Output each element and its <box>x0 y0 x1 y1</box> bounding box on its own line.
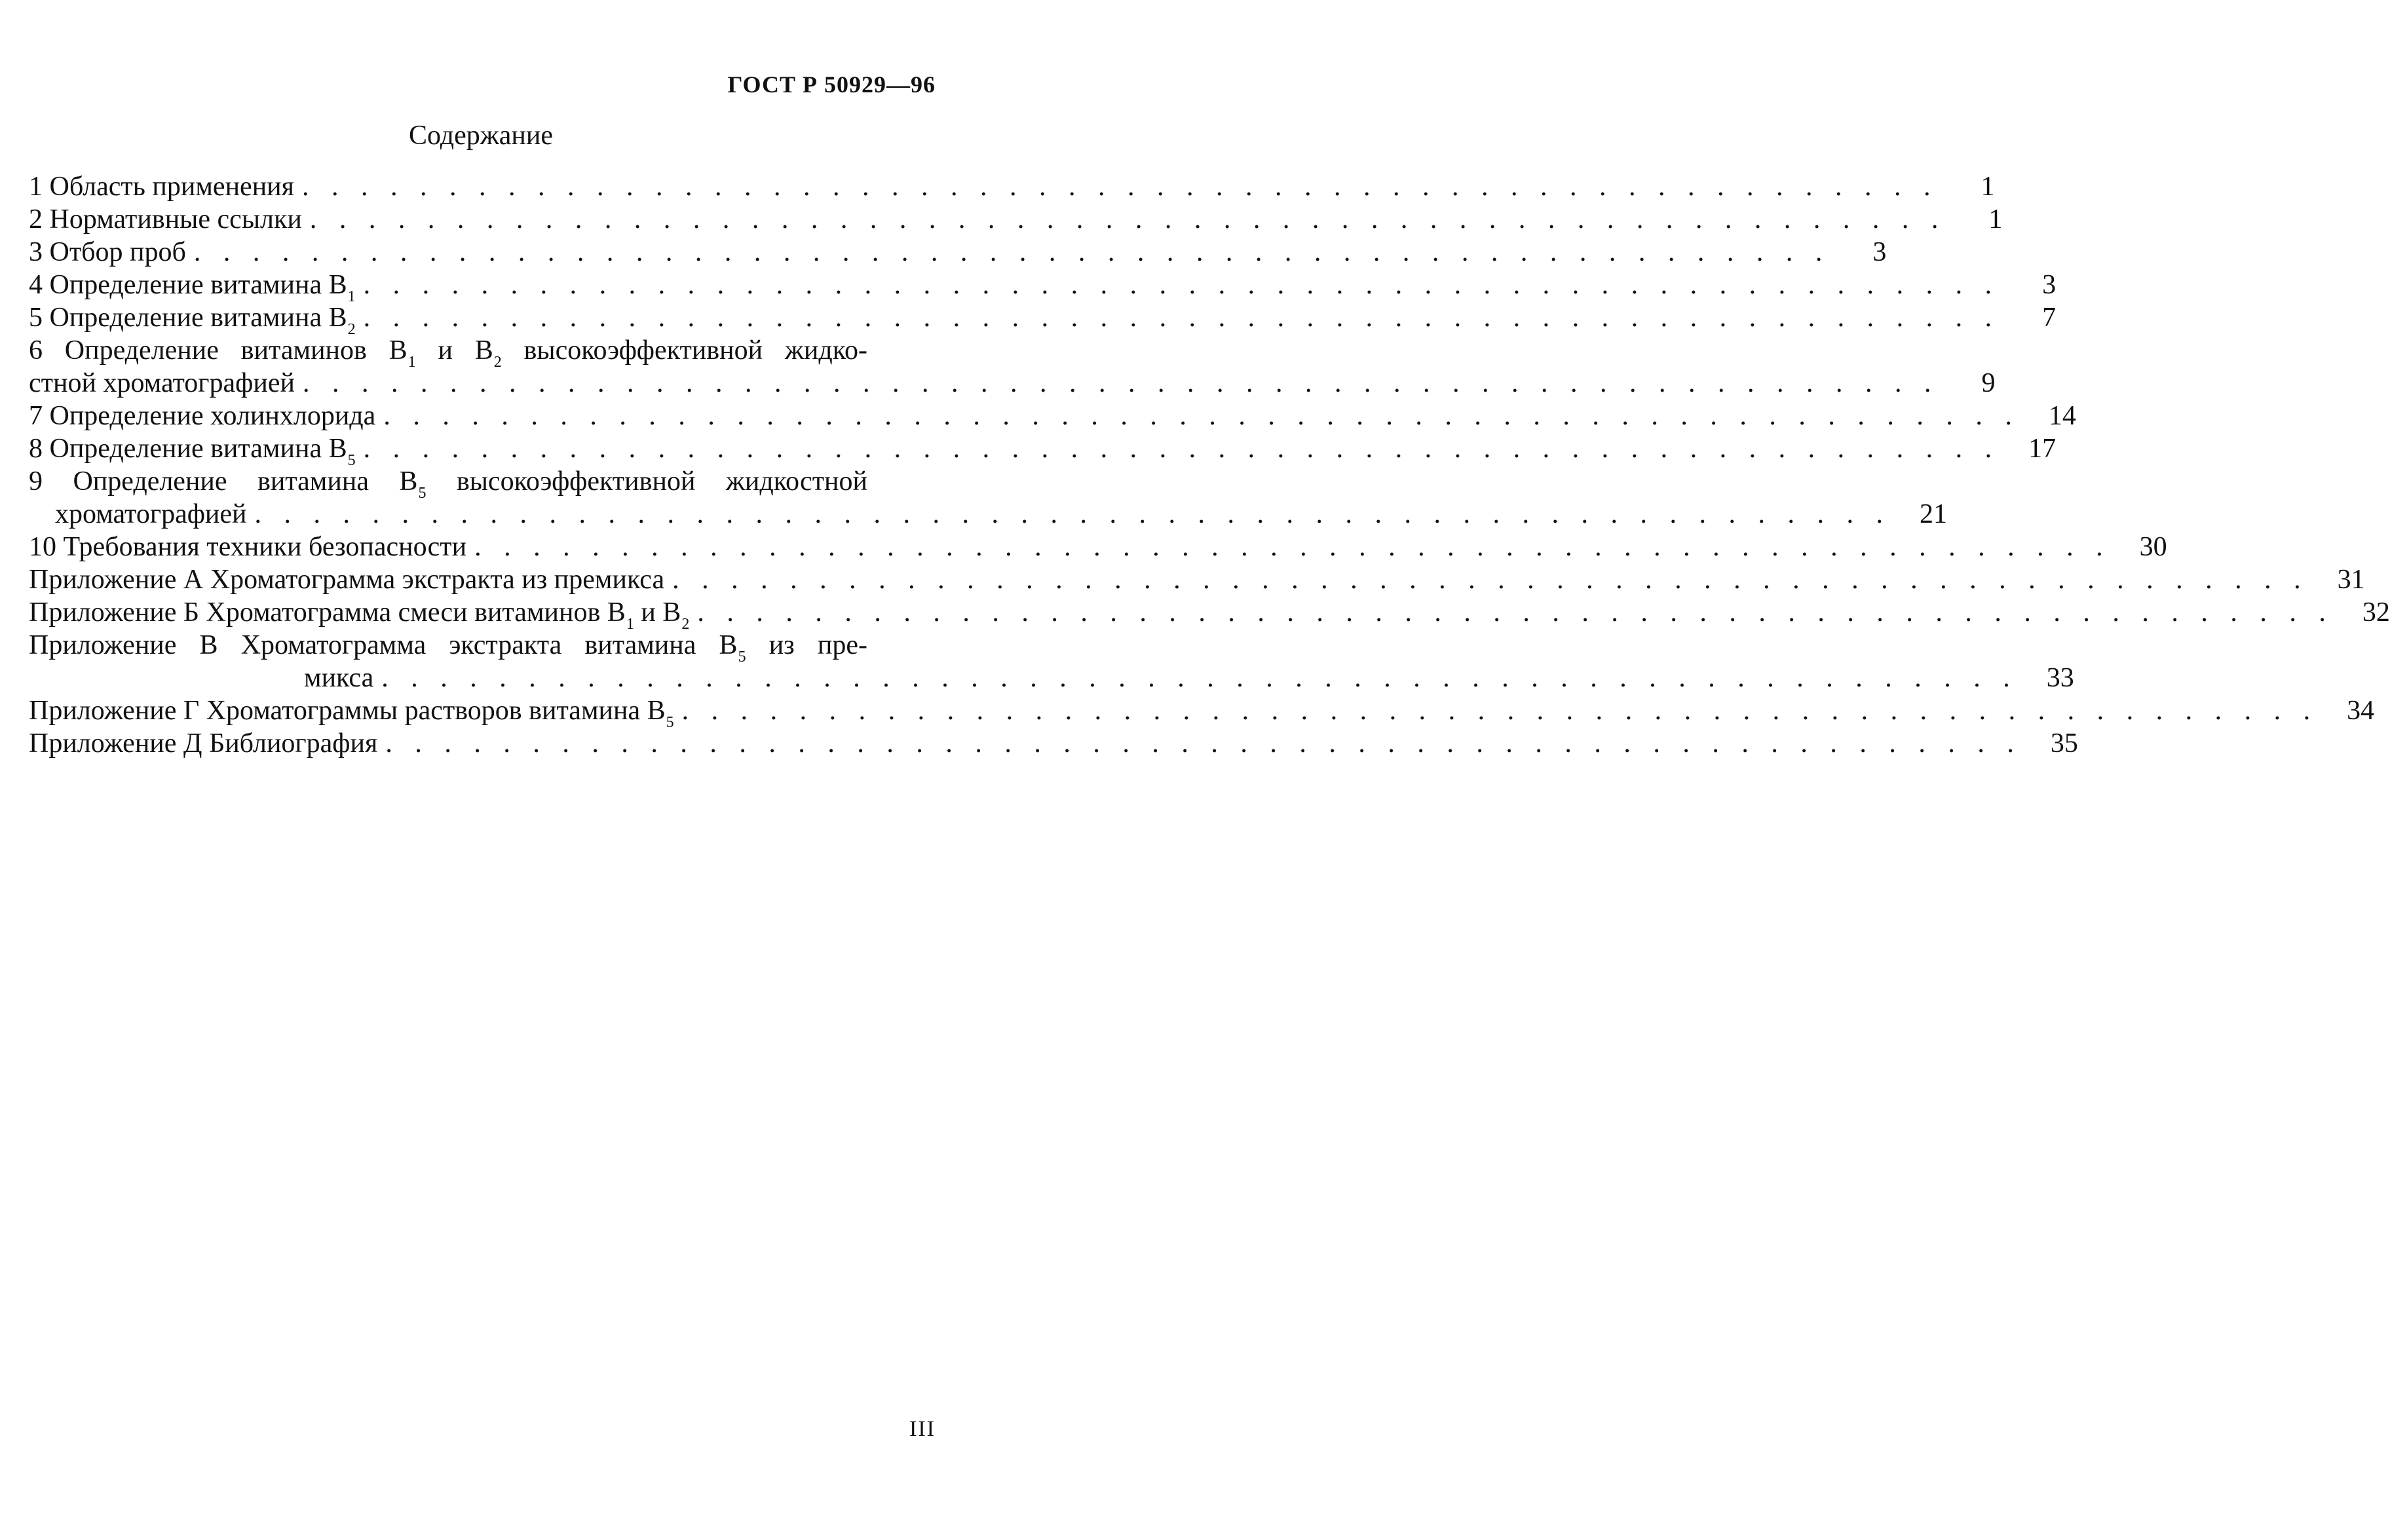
toc-entry-text-continued: микса <box>304 663 374 693</box>
leader-dots: . . . . . . . . . . . . . . . . . . . . . . . . . . . . . . . . . . . . . . . . . . . . . . . . . . . . . . . . <box>363 303 2000 333</box>
leader-dots: . . . . . . . . . . . . . . . . . . . . . . . . . . . . . . . . . . . . . . . . . . . . . . . . . . . . . . . . <box>254 499 1891 529</box>
toc-entry-text: Приложение Б Хроматограмма смеси витаминов $В_1$ и $В_2$ <box>29 597 690 633</box>
leader-dots: . . . . . . . . . . . . . . . . . . . . . . . . . . . . . . . . . . . . . . . . . . . . . . . . . . . . . . . . <box>697 597 2334 628</box>
toc-entry-page: 21 <box>1920 499 1948 529</box>
toc-entry-text: 9 Определение витамина $В_5$ высокоэффективной жидкостной <box>29 466 867 502</box>
toc-entry-text: Приложение Г Хроматограммы растворов витамина $В_5$ <box>29 696 674 731</box>
leader-dots: . . . . . . . . . . . . . . . . . . . . . . . . . . . . . . . . . . . . . . . . . . . . . . . . . . . . . . . . <box>309 204 1946 235</box>
toc-entry-page: 14 <box>2048 401 2076 431</box>
leader-dots: . . . . . . . . . . . . . . . . . . . . . . . . . . . . . . . . . . . . . . . . . . . . . . . . . . . . . . . . <box>681 696 2319 726</box>
toc-entry-page: 31 <box>2337 565 2365 595</box>
toc-entry-text: 6 Определение витаминов $В_1$ и $В_2$ высокоэффективной жидко- <box>29 335 868 371</box>
leader-dots: . . . . . . . . . . . . . . . . . . . . . . . . . . . . . . . . . . . . . . . . . . . . . . . . . . . . . . . . <box>383 401 2020 431</box>
leader-dots: . . . . . . . . . . . . . . . . . . . . . . . . . . . . . . . . . . . . . . . . . . . . . . . . . . . . . . . . <box>363 270 2000 300</box>
toc-entry-page: 9 <box>1981 368 1996 398</box>
leader-dots: . . . . . . . . . . . . . . . . . . . . . . . . . . . . . . . . . . . . . . . . . . . . . . . . . . . . . . . . <box>474 532 2111 562</box>
toc-entry-page: 35 <box>2050 728 2078 759</box>
toc-entry-text: 5 Определение витамина $В_2$ <box>29 303 356 338</box>
leader-dots: . . . . . . . . . . . . . . . . . . . . . . . . . . . . . . . . . . . . . . . . . . . . . . . . . . . . . . . . <box>193 237 1830 267</box>
toc-entry-text-continued: хроматографией <box>55 499 247 529</box>
leader-dots: . . . . . . . . . . . . . . . . . . . . . . . . . . . . . . . . . . . . . . . . . . . . . . . . . . . . . . . . <box>672 565 2309 595</box>
toc-entry-text: Приложение Д Библиография <box>29 728 378 759</box>
toc-entry-text: 4 Определение витамина $В_1$ <box>29 270 356 305</box>
leader-dots: . . . . . . . . . . . . . . . . . . . . . . . . . . . . . . . . . . . . . . . . . . . . . . . . . . . . . . . . <box>381 663 2018 693</box>
toc-entry-appendix-v[interactable] <box>29 629 2074 694</box>
toc-entry-page: 7 <box>2042 303 2057 333</box>
leader-dots: . . . . . . . . . . . . . . . . . . . . . . . . . . . . . . . . . . . . . . . . . . . . . . . . . . . . . . . . <box>363 434 2000 464</box>
leader-dots: . . . . . . . . . . . . . . . . . . . . . . . . . . . . . . . . . . . . . . . . . . . . . . . . . . . . . . . . <box>385 728 2022 759</box>
table-of-contents <box>29 170 2390 760</box>
toc-entry-9[interactable] <box>29 465 1948 531</box>
toc-entry-appendix-a[interactable] <box>29 563 2365 596</box>
toc-entry-page: 33 <box>2046 663 2074 693</box>
toc-entry-text: Приложение В Хроматограмма экстракта витамина $В_5$ из пре- <box>29 630 867 666</box>
page-number: III <box>909 1417 936 1441</box>
toc-entry-text-continued: стной хроматографией <box>29 368 295 398</box>
toc-entry-page: 1 <box>1981 172 1995 202</box>
toc-entry-appendix-g[interactable] <box>29 694 2375 731</box>
toc-entry-text: 10 Требования техники безопасности <box>29 532 467 562</box>
leader-dots: . . . . . . . . . . . . . . . . . . . . . . . . . . . . . . . . . . . . . . . . . . . . . . . . . . . . . . . . <box>302 368 1939 398</box>
toc-entry-text: 2 Нормативные ссылки <box>29 204 302 235</box>
toc-entry-appendix-d[interactable] <box>29 727 2078 760</box>
document-standard-header: ГОСТ Р 50929—96 <box>727 71 936 98</box>
toc-entry-text: Приложение А Хроматограмма экстракта из премикса <box>29 565 665 595</box>
toc-title: Содержание <box>408 121 554 151</box>
toc-entry-5[interactable] <box>29 301 2057 338</box>
toc-entry-7[interactable] <box>29 400 2076 432</box>
toc-entry-2[interactable] <box>29 203 2003 236</box>
toc-entry-10[interactable] <box>29 531 2167 563</box>
toc-entry-text: 7 Определение холинхлорида <box>29 401 376 431</box>
toc-entry-8[interactable] <box>29 432 2057 469</box>
toc-entry-page: 3 <box>1872 237 1887 267</box>
toc-entry-page: 3 <box>2042 270 2057 300</box>
toc-entry-text: 8 Определение витамина $В_5$ <box>29 434 356 469</box>
toc-entry-1[interactable] <box>29 170 1995 203</box>
toc-entry-text: 3 Отбор проб <box>29 237 186 267</box>
toc-entry-page: 17 <box>2028 434 2057 464</box>
toc-entry-page: 30 <box>2139 532 2167 562</box>
toc-entry-appendix-b[interactable] <box>29 596 2390 633</box>
toc-entry-page: 32 <box>2362 597 2390 628</box>
toc-entry-page: 1 <box>1988 204 2003 235</box>
toc-entry-page: 34 <box>2347 696 2375 726</box>
leader-dots: . . . . . . . . . . . . . . . . . . . . . . . . . . . . . . . . . . . . . . . . . . . . . . . . . . . . . . . . <box>301 172 1939 202</box>
toc-entry-6[interactable] <box>29 334 1996 400</box>
toc-entry-4[interactable] <box>29 269 2057 305</box>
toc-entry-3[interactable] <box>29 236 1887 269</box>
toc-entry-text: 1 Область применения <box>29 172 294 202</box>
